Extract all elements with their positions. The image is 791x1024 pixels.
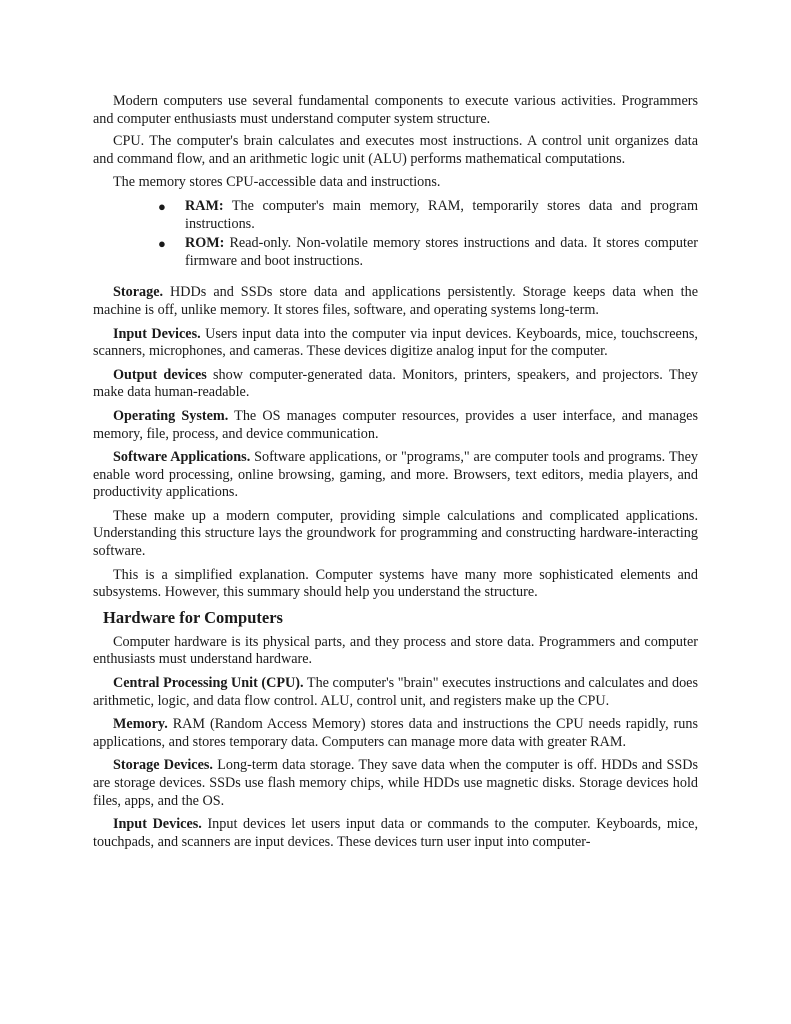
paragraph-text: The OS manages computer resources, provides a user interface, and manages memory, file, process, and device communication. [93,407,698,442]
paragraph-text: Input devices let users input data or commands to the computer. Keyboards, mice, touchpads, and scanners are input devices. These devices turn user input into computer- [93,816,698,850]
paragraph-text: These make up a modern computer, providing simple calculations and complicated applications. Understanding this structure lays the groundwork for programming and constructing hardware-interacting software. [93,507,698,560]
paragraph-text: Users input data into the computer via input devices. Keyboards, mice, touchscreens, scanners, microphones, and cameras. These devices digitize analog input for the computer. [93,325,698,360]
paragraph [93,816,698,851]
paragraph-lead: Storage Devices. [113,757,213,774]
paragraph [93,716,698,751]
document-body [93,93,698,857]
memory-bullet-list [93,198,698,270]
paragraph-lead: Operating System. [113,407,229,424]
paragraph-text: RAM (Random Access Memory) stores data and instructions the CPU needs rapidly, runs applications, and stores temporary data. Computers can manage more data with greater RAM. [93,716,698,750]
paragraph-lead: Software Applications. [113,449,251,466]
paragraph-text: Modern computers use several fundamental components to execute various activities. Programmers and computer enthusiasts must understand computer system structure. [93,93,698,127]
list-item-text: Read-only. Non-volatile memory stores instructions and data. It stores computer firmware and boot instructions. [185,235,698,269]
section-heading: Hardware for Computers [103,607,283,627]
paragraph [93,326,698,361]
paragraph [93,757,698,810]
paragraph-text: show computer-generated data. Monitors, printers, speakers, and projectors. They make data human-readable. [93,366,698,401]
paragraph-text: Long-term data storage. They save data when the computer is off. HDDs and SSDs are storage devices. SSDs use flash memory chips, while HDDs use magnetic disks. Storage devices hold files, apps, and the OS. [93,757,698,809]
paragraph [93,284,698,319]
paragraph [93,449,698,502]
paragraph-text: The computer's "brain" executes instructions and calculates and does arithmetic, logic, and data flow control. ALU, control unit, and registers make up the CPU. [93,675,698,709]
paragraph-lead: Output devices [113,366,207,383]
paragraph [93,675,698,710]
bullet-icon: ● [158,198,166,214]
list-item [158,235,698,270]
paragraph [93,408,698,443]
list-item-lead: ROM: [185,235,225,252]
paragraph [93,93,698,128]
paragraph [93,567,698,602]
paragraph-text: HDDs and SSDs store data and applications persistently. Storage keeps data when the machine is off, unlike memory. It stores files, software, and operating systems long-term. [93,284,698,318]
paragraph-text: Computer hardware is its physical parts, and they process and store data. Programmers and computer enthusiasts must understand hardware. [93,633,698,668]
paragraph-lead: Input Devices. [113,816,202,833]
paragraph-text: The memory stores CPU-accessible data and instructions. [113,174,441,191]
paragraph-lead: Central Processing Unit (CPU). [113,675,304,692]
paragraph [93,508,698,561]
paragraph [93,634,698,669]
paragraph [93,367,698,402]
paragraph-lead: Input Devices. [113,325,201,342]
list-item-lead: RAM: [185,197,224,214]
list-item-text: The computer's main memory, RAM, temporarily stores data and program instructions. [185,197,698,232]
paragraph [93,174,698,192]
list-item [158,197,698,233]
bullet-icon: ● [158,236,166,252]
paragraph-text: This is a simplified explanation. Computer systems have many more sophisticated elements and subsystems. However, this summary should help you understand the structure. [93,566,698,601]
paragraph-lead: Storage. [113,284,164,301]
paragraph-text: Software applications, or "programs," are computer tools and programs. They enable word processing, online browsing, gaming, and more. Browsers, text editors, media players, and productivity applications. [93,449,698,501]
paragraph-text: CPU. The computer's brain calculates and executes most instructions. A control unit organizes data and command flow, and an arithmetic logic unit (ALU) performs mathematical computations. [93,133,698,167]
paragraph-lead: Memory. [113,716,168,733]
paragraph [93,133,698,168]
